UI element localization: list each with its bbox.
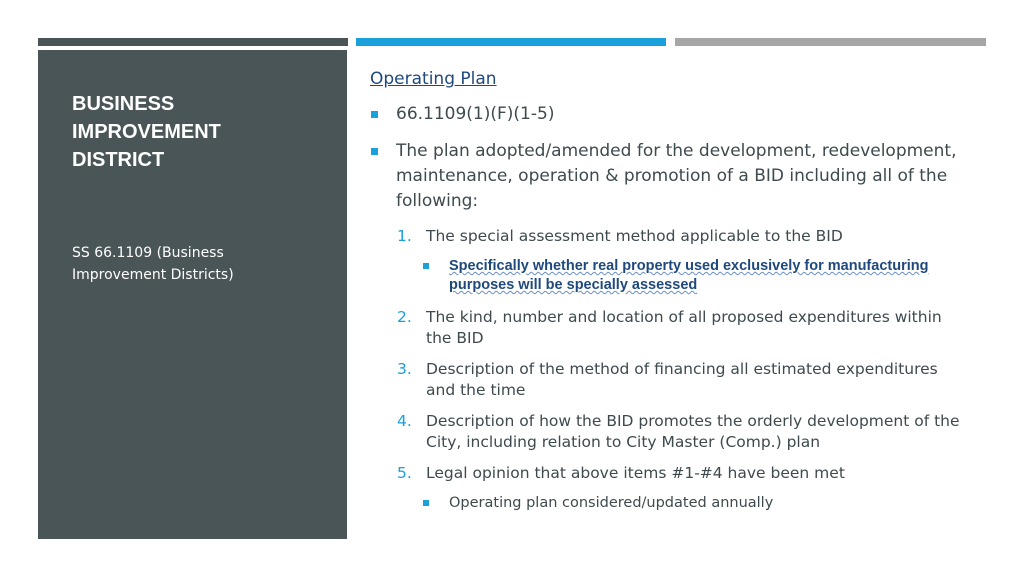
numbered-item (370, 411, 970, 453)
sub-bullet-item (370, 494, 959, 513)
item-number: 3. (397, 360, 412, 378)
square-bullet-icon (371, 148, 378, 155)
item-text: Legal opinion that above items #1-#4 have been met (426, 464, 845, 482)
bullet-item (370, 139, 970, 214)
numbered-item (370, 226, 970, 247)
sub-bullet-text: Specifically whether real property used exclusively for manufacturing purposes will be specially assessed (449, 258, 929, 293)
square-bullet-icon (371, 111, 378, 118)
sub-bullet-item (370, 257, 959, 295)
top-bar-gray (675, 38, 986, 46)
sub-bullet-text: Operating plan considered/updated annually (449, 495, 774, 511)
bullet-text: 66.1109(1)(F)(1-5) (396, 104, 555, 124)
numbered-item (370, 359, 970, 401)
slide-title: BUSINESS IMPROVEMENT DISTRICT (72, 93, 221, 171)
content-area (370, 66, 970, 525)
item-text: The kind, number and location of all proposed expenditures within the BID (426, 308, 942, 347)
sidebar-panel (38, 50, 347, 539)
numbered-item (370, 463, 970, 484)
item-number: 2. (397, 308, 412, 326)
item-text: The special assessment method applicable to the BID (426, 227, 843, 245)
item-text: Description of the method of financing all estimated expenditures and the time (426, 360, 938, 399)
numbered-item (370, 307, 970, 349)
bullet-text: The plan adopted/amended for the development, redevelopment, maintenance, operation & promotion of a BID including all of the following: (396, 141, 957, 211)
square-bullet-icon (423, 263, 429, 269)
item-number: 5. (397, 464, 412, 482)
item-number: 4. (397, 412, 412, 430)
item-text: Description of how the BID promotes the orderly development of the City, including relation to City Master (Comp.) plan (426, 412, 960, 451)
item-number: 1. (397, 227, 412, 245)
top-bar-dark (38, 38, 348, 46)
slide-subtitle: SS 66.1109 (Business Improvement Districts) (72, 245, 234, 283)
bullet-item (370, 102, 970, 127)
operating-plan-heading[interactable]: Operating Plan (370, 69, 497, 89)
square-bullet-icon (423, 500, 429, 506)
top-bar-blue (356, 38, 666, 46)
